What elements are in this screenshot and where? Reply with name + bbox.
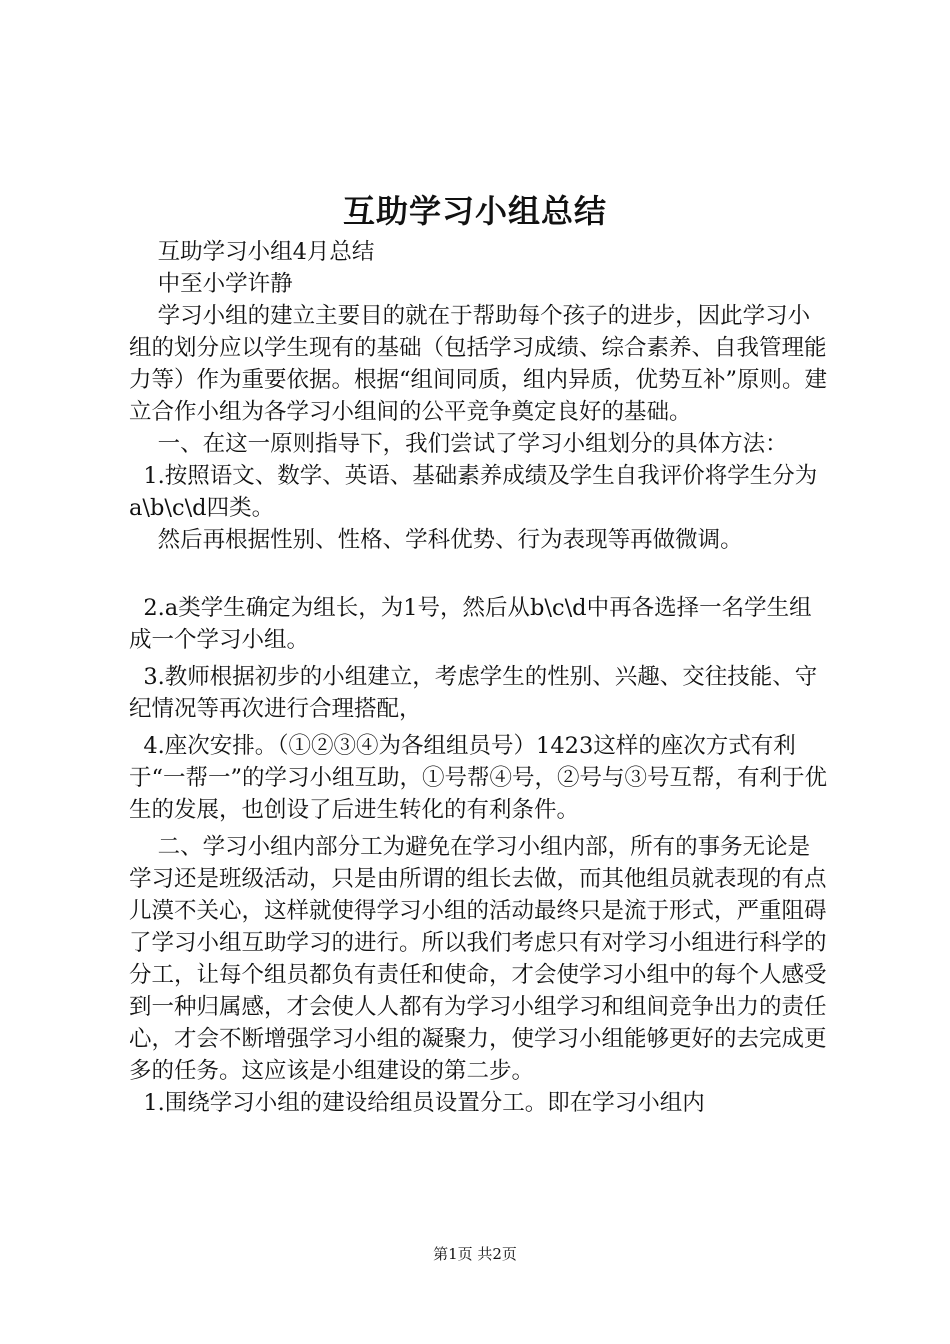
step-two-paragraph: 2.a类学生确定为组长，为1号，然后从b\c\d中再各选择一名学生组成一个学习小组。 bbox=[129, 595, 812, 653]
adjustment-paragraph: 然后再根据性别、性格、学科优势、行为表现等再做微调。 bbox=[129, 527, 743, 553]
document-body bbox=[129, 236, 829, 1119]
step-one-paragraph: 1.按照语文、数学、英语、基础素养成绩及学生自我评价将学生分为a\b\c\d四类。 bbox=[129, 463, 818, 521]
author-line: 中至小学许静 bbox=[129, 271, 293, 297]
report-subtitle: 互助学习小组4月总结 bbox=[129, 239, 375, 265]
page-footer: 第1页 共2页 bbox=[433, 1245, 517, 1263]
section-two-paragraph: 二、学习小组内部分工为避免在学习小组内部，所有的事务无论是学习还是班级活动，只是由所谓的组长去做，而其他组员就表现的有点儿漠不关心，这样就使得学习小组的活动最终只是流于形式，严重阻碍了学习小组互助学习的进行。所以我们考虑只有对学习小组进行科学的分工，让每个组员都负有责任和使命，才会使学习小组中的每个人感受到一种归属感，才会使人人都有为学习小组学习和组间竞争出力的责任心，才会不断增强学习小组的凝聚力，使学习小组能够更好的去完成更多的任务。这应该是小组建设的第二步。 bbox=[129, 834, 827, 1084]
section-two-step-one-paragraph: 1.围绕学习小组的建设给组员设置分工。即在学习小组内 bbox=[129, 1090, 705, 1116]
intro-paragraph: 学习小组的建立主要目的就在于帮助每个孩子的进步，因此学习小组的划分应以学生现有的基础（包括学习成绩、综合素养、自我管理能力等）作为重要依据。根据“组间同质，组内异质，优势互补”原则。建立合作小组为各学习小组间的公平竞争奠定良好的基础。 bbox=[129, 303, 828, 425]
step-four-paragraph: 4.座次安排。（①②③④为各组组员号）1423这样的座次方式有利于“一帮一”的学习小组互助，①号帮④号，②号与③号互帮，有利于优生的发展，也创设了后进生转化的有利条件。 bbox=[129, 733, 828, 823]
step-three-paragraph: 3.教师根据初步的小组建立，考虑学生的性别、兴趣、交往技能、守纪情况等再次进行合理搭配， bbox=[129, 664, 818, 722]
document-title: 互助学习小组总结 bbox=[342, 192, 607, 230]
section-one-heading: 一、在这一原则指导下，我们尝试了学习小组划分的具体方法： bbox=[129, 431, 788, 457]
